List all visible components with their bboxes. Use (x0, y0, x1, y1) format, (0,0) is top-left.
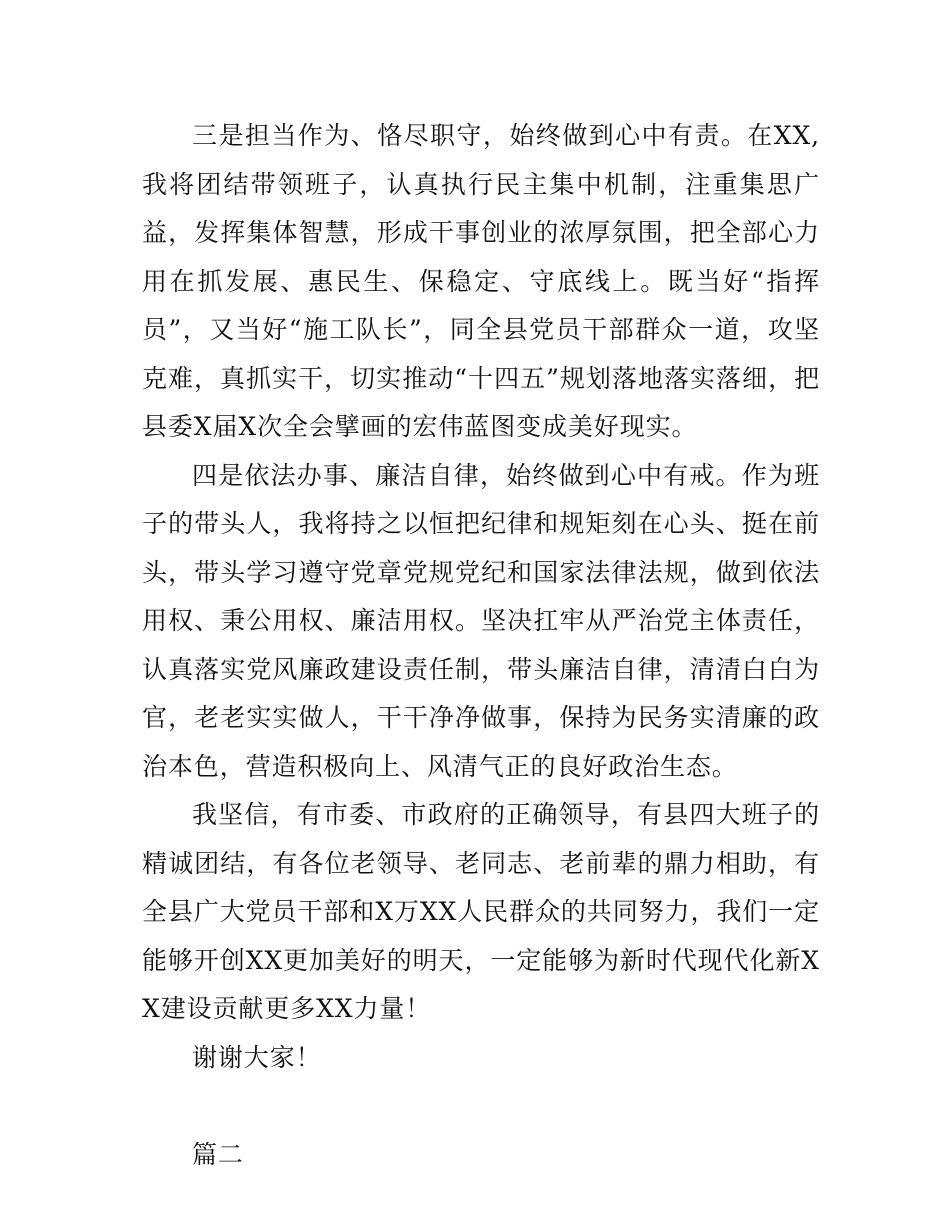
paragraph-thanks: 谢谢大家！ (192, 1042, 322, 1072)
blank-line (142, 1082, 820, 1131)
paragraph-responsibility: 三是担当作为、恪尽职守，始终做到心中有责。在XX,我将团结带领班子，认真执行民主集中机制，注重集思广益，发挥集体智慧，形成干事创业的浓厚氛围，把全部心力用在抓发展、惠民生、保稳定、守底线上。既当好“指挥员”，又当好“施工队长”，同全县党员干部群众一道，攻坚克难，真抓实干，切实推动“十四五”规划落地落实落细，把县委X届X次全会擘画的宏伟蓝图变成美好现实。 (142, 121, 820, 441)
paragraph-confidence: 我坚信，有市委、市政府的正确领导，有县四大班子的精诚团结，有各位老领导、老同志、老前辈的鼎力相助，有全县广大党员干部和X万XX人民群众的共同努力，我们一定能够开创XX更加美好的明天，一定能够为新时代现代化新XX建设贡献更多XX力量！ (142, 800, 820, 1023)
section-heading: 篇二 (192, 1139, 244, 1169)
paragraph-discipline: 四是依法办事、廉洁自律，始终做到心中有戒。作为班子的带头人，我将持之以恒把纪律和规矩刻在心头、挺在前头，带头学习遵守党章党规党纪和国家法律法规，做到依法用权、秉公用权、廉洁用权。坚决扛牢从严治党主体责任，认真落实党风廉政建设责任制，带头廉洁自律，清清白白为官，老老实实做人，干干净净做事，保持为民务实清廉的政治本色，营造积极向上、风清气正的良好政治生态。 (142, 460, 820, 781)
